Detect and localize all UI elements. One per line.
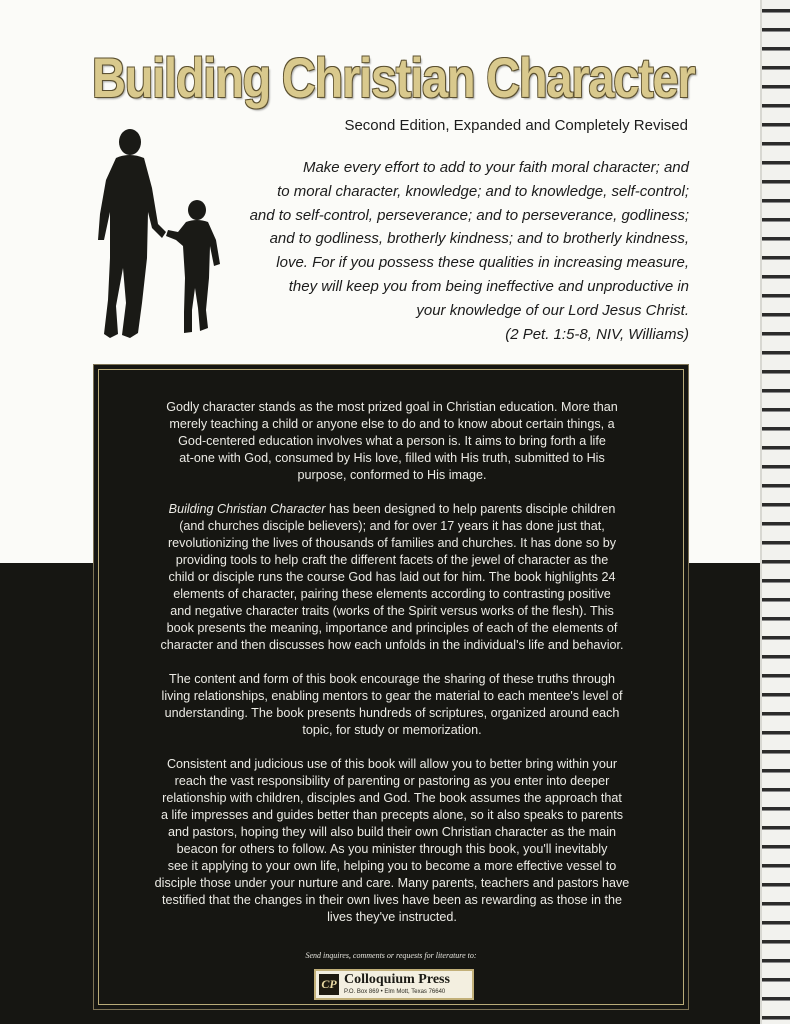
text-line: see it applying to your own life, helping you to become a more effective vessel to bbox=[167, 859, 617, 873]
paragraph-3 bbox=[134, 671, 650, 739]
text-line: and pastors, hoping they will also build their own Christian character as the main bbox=[167, 825, 616, 839]
send-inquiries-note: Send inquires, comments or requests for literature to: bbox=[305, 951, 477, 960]
verse-line: and to godliness, brotherly kindness; and to brotherly kindness, bbox=[269, 230, 689, 248]
description-text bbox=[134, 399, 650, 943]
book-title-italic: Building Christian Character bbox=[168, 502, 326, 516]
verse-line: love. For if you possess these qualities in increasing measure, bbox=[276, 254, 689, 272]
text-line: lives they've instructed. bbox=[327, 910, 457, 924]
text-line: God-centered education involves what a person is. It aims to bring forth a life bbox=[178, 434, 606, 448]
book-title: Building Christian Character bbox=[92, 46, 695, 109]
text-line: purpose, conformed to His image. bbox=[297, 468, 487, 482]
verse-line: they will keep you from being ineffective and unproductive in bbox=[288, 277, 689, 295]
verse-line: your knowledge of our Lord Jesus Christ. bbox=[416, 301, 689, 319]
text-line: Consistent and judicious use of this book will allow you to better bring within your bbox=[166, 757, 618, 771]
text-line: at-one with God, consumed by His love, filled with His truth, submitted to His bbox=[179, 451, 605, 465]
text-line: (and churches disciple believers); and for over 17 years it has done just that, bbox=[179, 519, 605, 533]
verse-line: to moral character, knowledge; and to knowledge, self-control; bbox=[277, 182, 689, 200]
text-line: Godly character stands as the most prized goal in Christian education. More than bbox=[166, 400, 618, 414]
paragraph-2 bbox=[134, 501, 650, 654]
text-line: relationship with children, disciples and God. The book assumes the approach that bbox=[162, 791, 622, 805]
text-line: elements of character, pairing these elements according to contrasting positive bbox=[173, 587, 611, 601]
text-line: providing tools to help craft the different facets of the jewel of character as the bbox=[175, 553, 609, 567]
text-line: and negative character traits (works of the Spirit versus works of the flesh). This bbox=[170, 604, 614, 618]
text-line: revolutionizing the lives of thousands of families and churches. It has done so by bbox=[167, 536, 617, 550]
paragraph-1 bbox=[134, 399, 650, 484]
text-line: The content and form of this book encourage the sharing of these truths through bbox=[169, 672, 615, 686]
text-line: topic, for study or memorization. bbox=[302, 723, 482, 737]
text-fragment: has been designed to help parents disciple children bbox=[325, 502, 616, 516]
text-line: understanding. The book presents hundreds of scriptures, organized around each bbox=[164, 706, 620, 720]
text-line: character and then discusses how each unfolds in the individual's life and behavior. bbox=[160, 638, 624, 652]
paragraph-4 bbox=[134, 756, 650, 926]
spiral-binding bbox=[760, 0, 790, 1024]
verse-line: and to self-control, perseverance; and to perseverance, godliness; bbox=[249, 206, 689, 224]
text-line: testified that the changes in their own lives have been as rewarding as those in the bbox=[162, 893, 622, 907]
text-line: living relationships, enabling mentors to gear the material to each mentee's level of bbox=[161, 689, 623, 703]
book-subtitle: Second Edition, Expanded and Completely Revised bbox=[344, 117, 688, 134]
text-line: disciple those under your nurture and care. Many parents, teachers and pastors have bbox=[154, 876, 630, 890]
scripture-quote bbox=[249, 156, 689, 346]
text-line: reach the vast responsibility of parenting or pastoring as you enter into deeper bbox=[174, 774, 610, 788]
text-line: a life impresses and guides better than precepts alone, so it also speaks to parents bbox=[160, 808, 624, 822]
text-line: child or disciple runs the course God has laid out for him. The book highlights 24 bbox=[168, 570, 616, 584]
text-line: merely teaching a child or anyone else to do and to know about certain things, a bbox=[169, 417, 615, 431]
verse-citation: (2 Pet. 1:5-8, NIV, Williams) bbox=[505, 325, 689, 343]
text-line: beacon for others to follow. As you minister through this book, you'll inevitably bbox=[176, 842, 608, 856]
colloquium-press-logo-icon: CP bbox=[319, 974, 339, 995]
text-line bbox=[134, 501, 650, 518]
publisher-label bbox=[314, 969, 474, 1000]
text-line: book presents the meaning, importance and principles of each of the elements of bbox=[166, 621, 618, 635]
binding-edge bbox=[760, 0, 762, 1024]
verse-line: Make every effort to add to your faith moral character; and bbox=[302, 159, 689, 176]
description-panel bbox=[93, 364, 689, 1010]
publisher-address: P.O. Box 869 • Elm Mott, Texas 76640 bbox=[344, 989, 446, 995]
father-and-child-silhouette-icon bbox=[92, 128, 232, 343]
publisher-name: Colloquium Press bbox=[344, 972, 450, 987]
